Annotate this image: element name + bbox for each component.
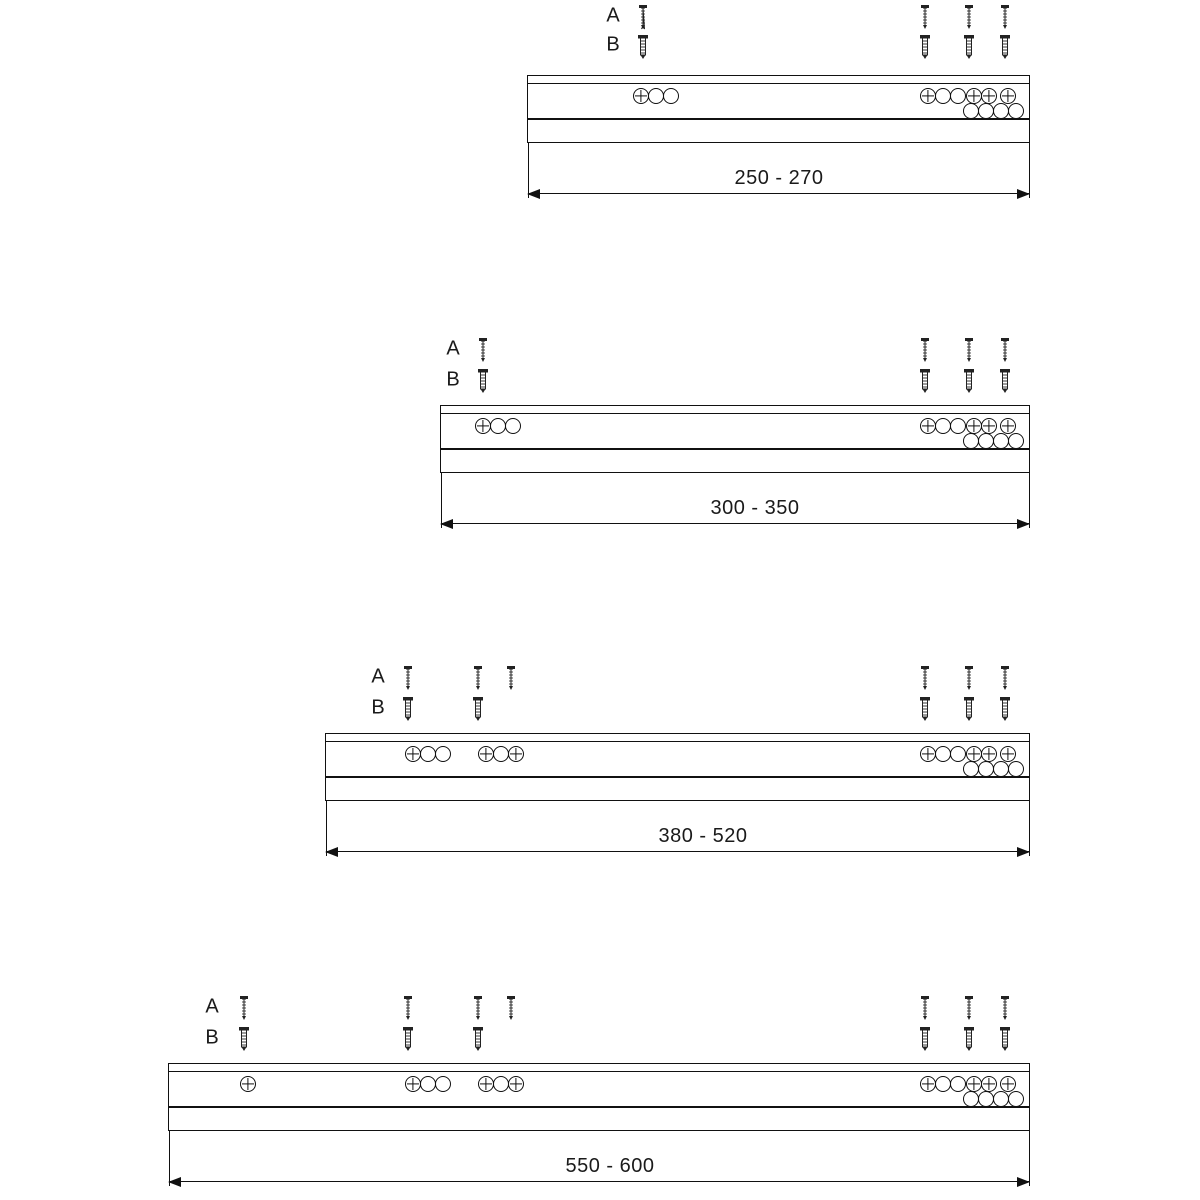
mounting-hole: [963, 1091, 979, 1107]
rail-profile-edge-line: [441, 413, 1029, 414]
rail-group-300-350: [0, 320, 1200, 620]
screw-icon-b: [998, 1026, 1012, 1057]
dimension-label: 550 - 600: [555, 1155, 664, 1178]
rail-group-380-520: [0, 648, 1200, 948]
screw-icon-a: [918, 337, 932, 368]
mounting-hole: [405, 1076, 421, 1092]
screw-icon-a: [401, 995, 415, 1026]
dimension-line: [326, 851, 1029, 852]
mounting-hole: [633, 88, 649, 104]
rail-group-550-600: [0, 978, 1200, 1200]
mounting-hole: [508, 746, 524, 762]
dimension-label: 300 - 350: [700, 497, 809, 520]
screw-icon-a: [471, 665, 485, 696]
mounting-hole: [493, 1076, 509, 1092]
mounting-hole: [966, 746, 982, 762]
mounting-hole: [1000, 88, 1016, 104]
mounting-hole: [966, 1076, 982, 1092]
screw-icon-a: [998, 4, 1012, 35]
mounting-hole: [963, 103, 979, 119]
dimension-line: [169, 1181, 1029, 1182]
rail-profile-lower: [440, 449, 1030, 473]
screw-icon-b: [636, 34, 650, 65]
screw-icon-b: [962, 34, 976, 65]
arrow-right-icon: [1017, 519, 1030, 529]
rail-profile-upper: [168, 1063, 1030, 1107]
screw-icon-b: [998, 34, 1012, 65]
mounting-hole: [978, 1091, 994, 1107]
mounting-hole: [993, 1091, 1009, 1107]
mounting-hole: [950, 746, 966, 762]
screw-icon-a: [998, 665, 1012, 696]
mounting-hole: [493, 746, 509, 762]
screw-icon-a: [401, 665, 415, 696]
screw-icon-a: [962, 665, 976, 696]
rail-profile-edge-line: [326, 741, 1029, 742]
mounting-hole: [935, 1076, 951, 1092]
mounting-hole: [435, 1076, 451, 1092]
rail-group-250-270: [0, 0, 1200, 300]
mounting-hole: [1000, 418, 1016, 434]
arrow-left-icon: [325, 847, 338, 857]
screw-icon-b: [476, 368, 490, 399]
mounting-hole: [420, 1076, 436, 1092]
screw-icon-a: [998, 995, 1012, 1026]
screw-icon-a: [998, 337, 1012, 368]
screw-icon-a: [504, 665, 518, 696]
arrow-left-icon: [168, 1177, 181, 1187]
mounting-hole: [981, 88, 997, 104]
screw-label-a: A: [606, 4, 620, 27]
screw-icon-b: [471, 696, 485, 727]
mounting-hole: [435, 746, 451, 762]
screw-label-b: B: [205, 1026, 219, 1049]
arrow-right-icon: [1017, 189, 1030, 199]
mounting-hole: [405, 746, 421, 762]
screw-icon-a: [918, 4, 932, 35]
mounting-hole: [505, 418, 521, 434]
arrow-left-icon: [527, 189, 540, 199]
screw-label-a: A: [371, 665, 385, 688]
screw-icon-a: [476, 337, 490, 368]
mounting-hole: [1008, 761, 1024, 777]
screw-icon-b: [962, 1026, 976, 1057]
mounting-hole: [978, 761, 994, 777]
mounting-hole: [981, 1076, 997, 1092]
mounting-hole: [978, 103, 994, 119]
mounting-hole: [1008, 103, 1024, 119]
screw-icon-b: [962, 696, 976, 727]
mounting-hole: [950, 1076, 966, 1092]
rail-profile-edge-line: [169, 1071, 1029, 1072]
mounting-hole: [950, 418, 966, 434]
screw-icon-b: [401, 1026, 415, 1057]
mounting-hole: [935, 746, 951, 762]
mounting-hole: [966, 418, 982, 434]
dimension-label: 380 - 520: [648, 825, 757, 848]
screw-icon-b: [918, 1026, 932, 1057]
screw-icon-b: [237, 1026, 251, 1057]
mounting-hole: [950, 88, 966, 104]
mounting-hole: [993, 433, 1009, 449]
screw-label-a: A: [205, 995, 219, 1018]
mounting-hole: [240, 1076, 256, 1092]
screw-icon-b: [471, 1026, 485, 1057]
dimension-label: 250 - 270: [724, 167, 833, 190]
screw-label-a: A: [446, 337, 460, 360]
screw-icon-a: [918, 665, 932, 696]
dimension-line: [441, 523, 1029, 524]
arrow-right-icon: [1017, 1177, 1030, 1187]
mounting-hole: [920, 88, 936, 104]
screw-icon-a: [962, 337, 976, 368]
mounting-hole: [981, 746, 997, 762]
screw-icon-a: [636, 4, 650, 35]
screw-icon-b: [918, 368, 932, 399]
rail-profile-lower: [325, 777, 1030, 801]
arrow-right-icon: [1017, 847, 1030, 857]
mounting-hole: [978, 433, 994, 449]
mounting-hole: [920, 418, 936, 434]
screw-icon-a: [962, 995, 976, 1026]
mounting-hole: [508, 1076, 524, 1092]
screw-icon-b: [962, 368, 976, 399]
mounting-hole: [478, 1076, 494, 1092]
mounting-hole: [478, 746, 494, 762]
screw-icon-a: [504, 995, 518, 1026]
screw-label-b: B: [606, 33, 620, 56]
mounting-hole: [475, 418, 491, 434]
mounting-hole: [963, 433, 979, 449]
screw-icon-a: [237, 995, 251, 1026]
mounting-hole: [963, 761, 979, 777]
screw-icon-b: [998, 696, 1012, 727]
mounting-hole: [966, 88, 982, 104]
rail-profile-lower: [168, 1107, 1030, 1131]
mounting-hole: [981, 418, 997, 434]
screw-icon-b: [918, 34, 932, 65]
mounting-hole: [648, 88, 664, 104]
mounting-hole: [935, 418, 951, 434]
screw-icon-a: [918, 995, 932, 1026]
mounting-hole: [920, 746, 936, 762]
mounting-hole: [1008, 433, 1024, 449]
mounting-hole: [1000, 1076, 1016, 1092]
screw-icon-b: [998, 368, 1012, 399]
rail-profile-edge-line: [528, 83, 1029, 84]
mounting-hole: [935, 88, 951, 104]
dimension-line: [528, 193, 1029, 194]
mounting-hole: [1008, 1091, 1024, 1107]
screw-label-b: B: [446, 368, 460, 391]
arrow-left-icon: [440, 519, 453, 529]
mounting-hole: [1000, 746, 1016, 762]
rail-profile-lower: [527, 119, 1030, 143]
mounting-hole: [993, 761, 1009, 777]
screw-icon-b: [401, 696, 415, 727]
screw-icon-a: [962, 4, 976, 35]
mounting-hole: [920, 1076, 936, 1092]
screw-icon-b: [918, 696, 932, 727]
mounting-hole: [663, 88, 679, 104]
mounting-hole: [420, 746, 436, 762]
mounting-hole: [490, 418, 506, 434]
screw-icon-a: [471, 995, 485, 1026]
screw-label-b: B: [371, 696, 385, 719]
mounting-hole: [993, 103, 1009, 119]
